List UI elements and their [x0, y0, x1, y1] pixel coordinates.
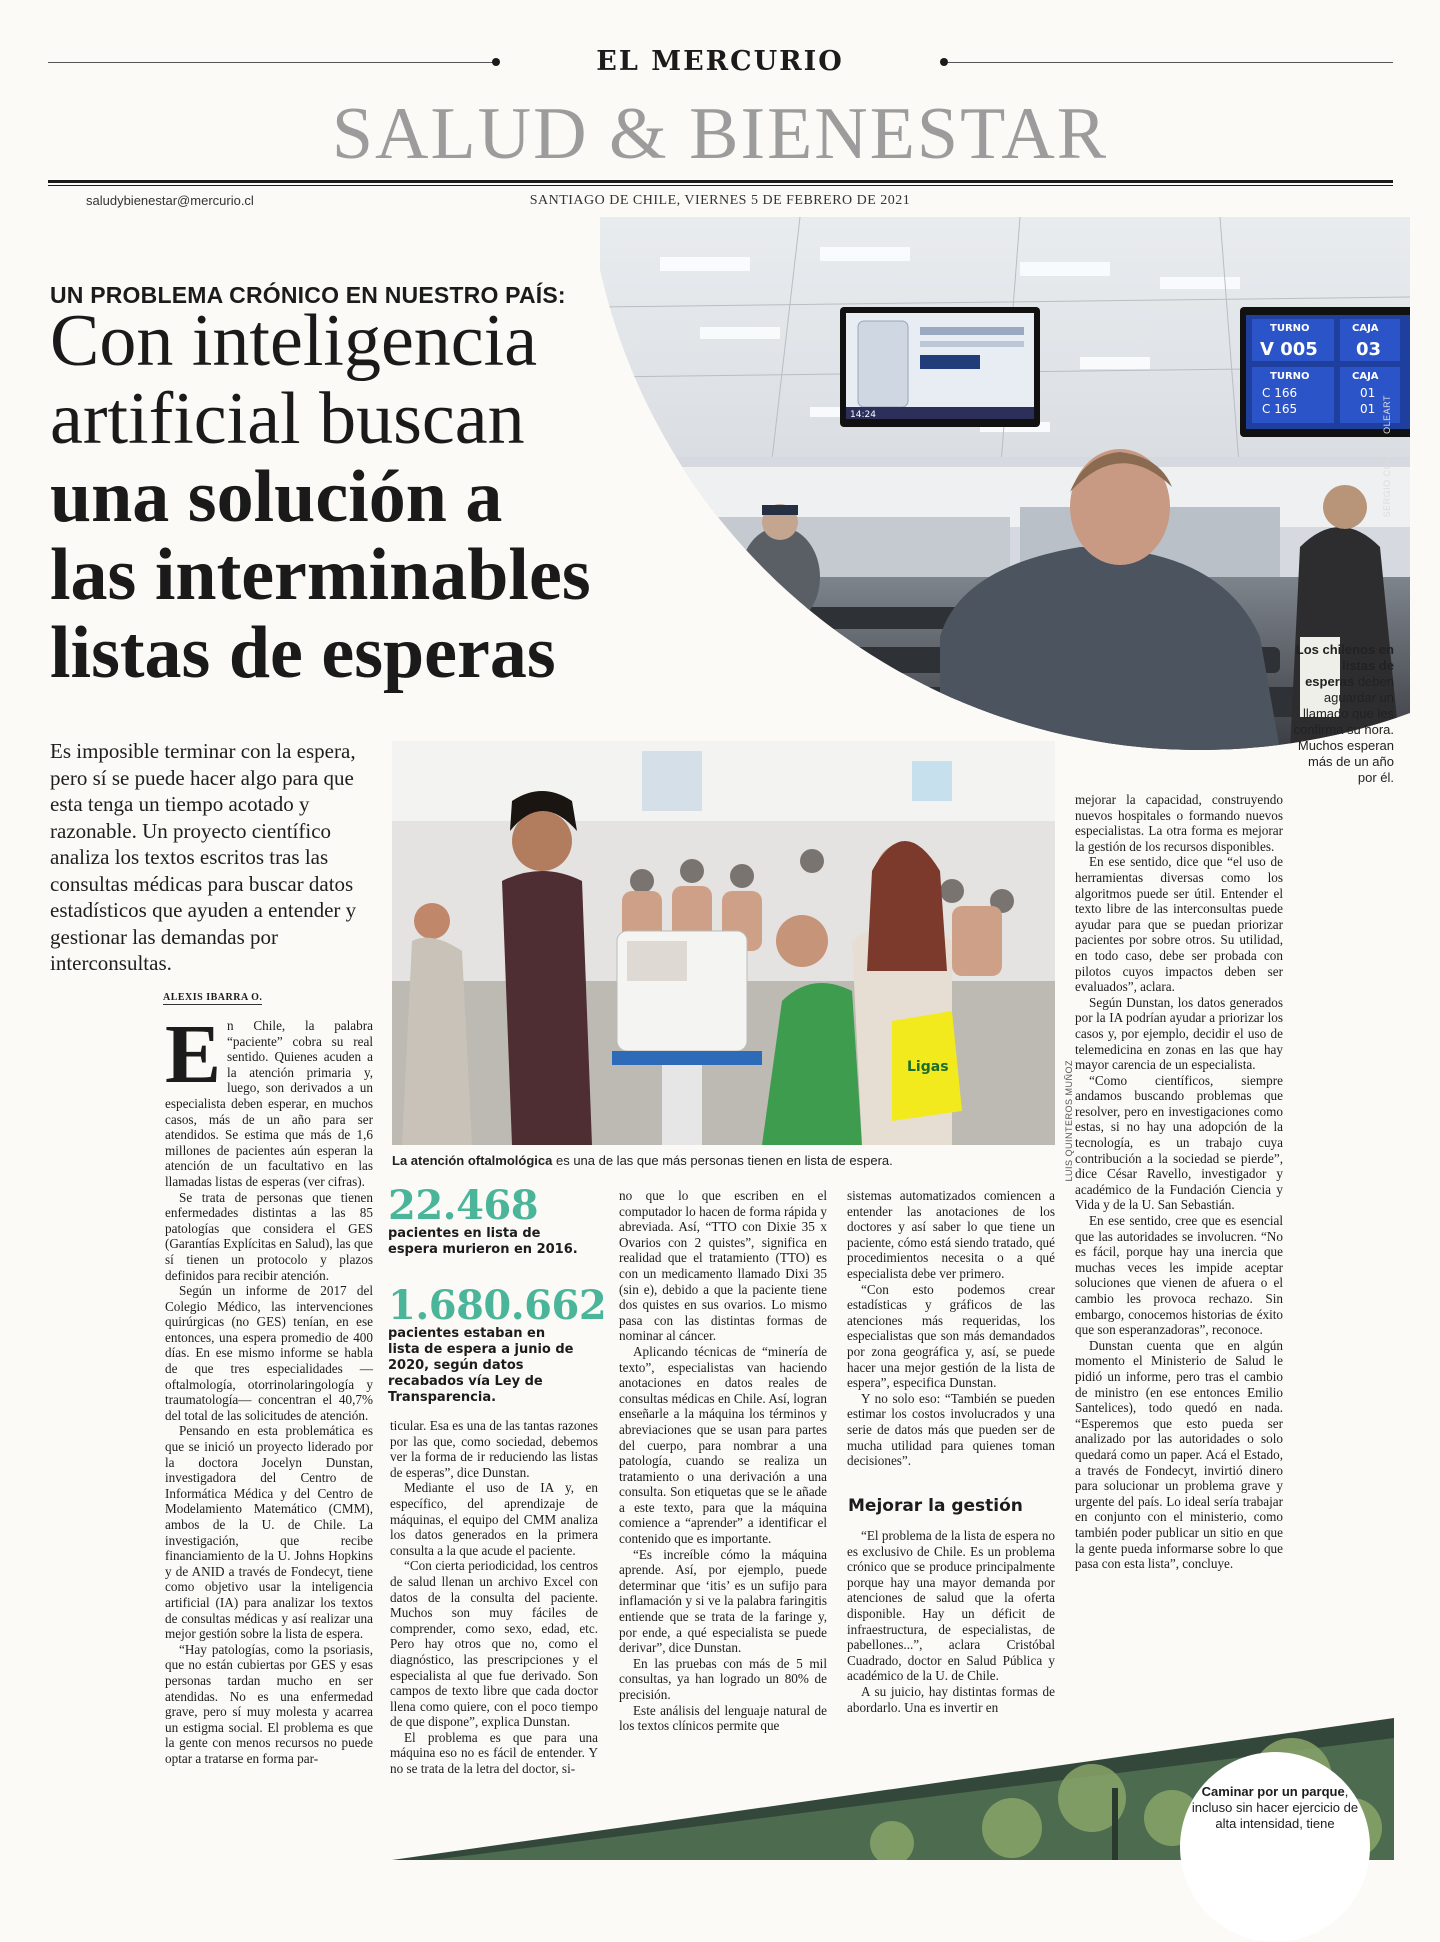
col5-paragraph: Según Dunstan, los datos generados por la IA podrían ayudar a priorizar los casos y, por ejemplo, decidir el uso de telemedicina en zonas en las que hay mayor carencia de un especialista.: [1075, 994, 1283, 1073]
screen-caja-label: CAJA: [1352, 323, 1379, 334]
col1-paragraph: “Hay patologías, como la psoriasis, que no están cubiertas por GES y esas personas tardan mucho en ser atendidas. No es una enfermedad grave, pero sí muy molesta y acarrea un estigma social. El problema es que la gente con menos recursos no puede optar a tratarse en forma par-: [165, 1641, 373, 1766]
headline-line-3: una solución a: [50, 456, 503, 538]
col5-paragraph: mejorar la capacidad, construyendo nuevos hospitales o formando nuevos especialistas. La otra forma es mejorar la gestión de los recursos disponibles.: [1075, 792, 1283, 854]
section-email-link[interactable]: saludybienestar@mercurio.cl: [86, 193, 254, 208]
col4-paragraph: “Con esto podemos crear estadísticas y gráficos de las atenciones más requeridas, los especialistas que son más demandados por zona geográfica y, así, se puede hacer una mejor gestión de la lista de espera”, especifica Dunstan.: [847, 1281, 1055, 1391]
bag-text: Ligas: [907, 1059, 949, 1075]
col2-paragraph: Mediante el uso de IA y, en específico, del aprendizaje de máquinas, el equipo del CMM analiza los datos generados en la primera consulta a la que acude el paciente.: [390, 1480, 598, 1558]
screen-caja-value: 03: [1356, 339, 1382, 360]
section-title: SALUD & BIENESTAR: [331, 93, 1109, 175]
col2-paragraph: ticular. Esa es una de las tantas razones por las que, como sociedad, debemos ver la forma de ir reduciendo las listas de esperas”, dice Dunstan.: [390, 1418, 598, 1480]
col5-paragraph: “Como científicos, siempre andamos buscando problemas que resolver, pero en investigaciones como estas, si no hay una adopción de la tecnología, es un trabajo cuya contribución a la sociedad se pierde”, dice César Ravello, investigador y académico de la Fundación Ciencia y Vida y de la U. San Sebastián.: [1075, 1072, 1283, 1213]
screen-caja2-value-b: 01: [1360, 402, 1376, 416]
dateline: SANTIAGO DE CHILE, VIERNES 5 DE FEBRERO DE 2021: [529, 193, 911, 208]
screen-turno2-value-b: C 165: [1262, 402, 1298, 416]
screen-turno2-label: TURNO: [1270, 371, 1310, 382]
second-caption-bold: La atención oftalmológica: [392, 1153, 553, 1168]
headline-line-1: Con inteligencia: [50, 300, 538, 382]
teaser-bubble: [1180, 1752, 1370, 1942]
screen-turno-value: V 005: [1260, 339, 1318, 360]
col4-paragraph: Y no solo eso: “También se pueden estimar los costos involucrados y una serie de datos más que pueden ser de mucha utilidad para quienes toman decisiones”.: [847, 1390, 1055, 1469]
screen-time: 14:24: [850, 410, 876, 420]
dropcap: E: [165, 1008, 222, 1101]
col2-paragraph: “Con cierta periodicidad, los centros de salud llenan un archivo Excel con datos de la consulta del paciente. Muchos son muy fáciles de comprender, como sexo, edad, etc. Pero hay otros que no, como el diagnóstico, las prescripciones y el especialista al que fue derivado. Son campos de texto libre que cada doctor llena como quiere, con el poco tiempo de que dispone”, explica Dunstan.: [390, 1558, 598, 1730]
author-byline[interactable]: ALEXIS IBARRA O.: [163, 992, 263, 1003]
col4-paragraph: sistemas automatizados comiencen a entender las anotaciones de los doctores y así saber lo que tiene un paciente, cómo está siendo tratado, qué procedimientos necesita o a qué especialista debe ver primero.: [847, 1188, 1055, 1281]
column-1: [165, 1008, 374, 1767]
teaser-bold: Caminar por un parque: [1201, 1784, 1345, 1799]
column-3: [619, 1188, 827, 1734]
col5-paragraph: En ese sentido, dice que “el uso de herramientas diversas como los algoritmos puede ser útil. Entender el texto libre de las interconsultas puede ayudar para que se puedan priorizar pacientes por sobre otros. Su utilidad, en todo caso, debe ser probada con pilotos cuyos impactos deben ser evaluados”, aclara.: [1075, 854, 1283, 995]
col4-paragraph: A su juicio, hay distintas formas de abordarlo. Una es invertir en: [847, 1683, 1055, 1715]
teaser-rest: , incluso sin hacer ejercicio de alta intensidad, tiene: [1191, 1784, 1359, 1831]
column-4a: [847, 1188, 1055, 1469]
brand-logo[interactable]: EL MERCURIO: [596, 46, 844, 77]
col1-paragraph: n Chile, la palabra “paciente” cobra su real sentido. Quienes acuden a la atención primaria y, luego, son derivados a un especialista deben esperar, en muchos casos, más de un año para ser atendidos. Se estima que más de 1,6 millones de pacientes aún esperan la atención de un facultativo en las llamadas listas de esperas (ver cifras).: [165, 1018, 373, 1189]
col1-paragraph: Se trata de personas que tienen enfermedades distintas a las 85 patologías que considera el GES (Garantías Explícitas en Salud), las que sí tienen un protocolo y plazos definidos para recibir atención.: [165, 1189, 374, 1283]
col5-paragraph: En ese sentido, cree que es esencial que las autoridades se involucren. “No es fácil, porque hay una inercia que muchas veces les impide aceptar soluciones que vienen de afuera o el cambio les provoca rechazo. Sin embargo, conocemos historias de éxito que son esperanzadoras”, reconoce.: [1075, 1213, 1283, 1338]
ophthalmology-photo: [392, 741, 1055, 1145]
column-4b: [847, 1528, 1055, 1715]
article-kicker: UN PROBLEMA CRÓNICO EN NUESTRO PAÍS:: [50, 282, 566, 308]
col3-paragraph: En las pruebas con más de 5 mil consultas, ya han logrado un 80% de precisión.: [619, 1655, 827, 1702]
top-caption-rest: deben aguardar un llamado que les confirma su hora. Muchos esperan más de un año por él.: [1293, 674, 1394, 785]
col3-paragraph: no que lo que escriben en el computador lo hacen de forma rápida y abreviada. Así, “TTO con Dixie 35 x Ovarios con 2 quistes”, significa en realidad que el tratamiento (TTO) es con un medicamento llamado Dixi 35 (sin e), debido a que la paciente tiene dos quistes en sus ovarios. Lo mismo pasa con las distintas formas de nominar al cáncer.: [619, 1188, 827, 1344]
top-caption-bold: Los chilenos en listas de esperas: [1295, 642, 1394, 689]
second-photo-caption: [392, 1153, 1062, 1168]
screen-caja2-value-a: 01: [1360, 386, 1376, 400]
second-photo-credit: LUIS QUINTEROS MUÑOZ: [1064, 1060, 1074, 1182]
stat-number-1: 22.468: [388, 1182, 539, 1229]
screen-turno-label: TURNO: [1270, 323, 1310, 334]
col1-paragraph: Según un informe de 2017 del Colegio Médico, las intervenciones quirúrgicas (no GES) tenían, en ese entonces, una espera promedio de 400 días. En ese mismo informe se habla de que tres especialidades —oftalmología, otorrinolaringología y traumatología— concentran el 40,7% del total de las solicitudes de atención.: [165, 1283, 373, 1423]
col3-paragraph: “Es increíble cómo la máquina aprende. Así, por ejemplo, puede determinar que ‘itis’ es un sufijo para inflamación y si ve la palabra faringitis entiende que se trata de la faringe y, por ende, a qué especialista se puede derivar”, dice Dunstan.: [619, 1546, 827, 1656]
col5-paragraph: Dunstan cuenta que en algún momento el Ministerio de Salud le pidió un informe, pero tras el cambio de ministro (en ese entonces Emilio Santelices), todo quedó en nada. “Esperemos que esto pueda ser analizado por las autoridades o solo quedará como un paper. Acá el Estado, a través de Fondecyt, invirtió dinero para solucionar un problema grave y urgente del país. Lo ideal sería trabajar en conjunto con el ministerio, como también poder publicar un sitio en que la gente pueda informarse sobre lo que pasa con esta lista”, concluye.: [1075, 1337, 1283, 1572]
screen-caja2-label: CAJA: [1352, 371, 1379, 382]
teaser-text[interactable]: [1180, 1784, 1370, 1832]
col3-paragraph: Este análisis del lenguaje natural de los textos clínicos permite que: [619, 1702, 827, 1734]
waiting-room-photo: [585, 0, 1440, 750]
column-5: [1075, 792, 1283, 1572]
stat-text-1: pacientes en lista de espera murieron en 2016.: [388, 1226, 578, 1257]
article-lede: Es imposible terminar con la espera, pero sí se puede hacer algo para que esta tenga un tiempo acotado y razonable. Un proyecto científico analiza los textos escritos tras las consultas médicas para buscar datos estadísticos que ayuden a entender y gestionar las demandas por interconsultas.: [50, 739, 357, 975]
top-photo-caption: [1290, 642, 1394, 786]
stat-number-2: 1.680.662: [388, 1282, 607, 1329]
screen-turno2-value-a: C 166: [1262, 386, 1298, 400]
col2-paragraph: El problema es que para una máquina eso no es fácil de entender. Y no se trata de la letra del doctor, si-: [390, 1729, 598, 1777]
article-headline[interactable]: [50, 302, 650, 692]
col1-paragraph: Pensando en esta problemática es que se inició un proyecto liderado por la doctora Jocelyn Dunstan, investigadora del Centro de Informática Médica y del Centro de Modelamiento Matemático (CMM), ambos de la U. de Chile. La investigación, que recibe financiamiento de la U. Johns Hopkins y de ANID a través de Fondecyt, tiene como objetivo usar la inteligencia artificial (IA) para analizar los textos de consultas médicas y así realizar una mejor gestión sobre la lista de espera.: [165, 1423, 373, 1642]
stat-text-2: pacientes estaban en lista de espera a junio de 2020, según datos recabados vía Ley de Transparencia.: [388, 1326, 574, 1405]
col3-paragraph: Aplicando técnicas de “minería de texto”, especialistas van haciendo anotaciones en datos reales de consultas médicas en Chile. Así, logran enseñarle a la máquina los términos y abreviaciones que se usan para partes del cuerpo, para nombrar a una patología, cuando se realiza un tratamiento o una derivación a una consulta. Son etiquetas que se le añade a este texto, para que la máquina comience a “aprender” a identificar el contenido que es importante.: [619, 1343, 827, 1547]
headline-line-4: las interminables: [50, 534, 591, 616]
second-caption-rest: es una de las que más personas tienen en lista de espera.: [552, 1153, 893, 1168]
headline-line-5: listas de esperas: [50, 612, 556, 694]
headline-line-2: artificial buscan: [50, 378, 525, 460]
top-photo-credit: SERGIO COLLAO OLEART: [1382, 395, 1392, 518]
subhead-mejorar: Mejorar la gestión: [848, 1496, 1023, 1516]
col4-paragraph: “El problema de la lista de espera no es exclusivo de Chile. Es un problema crónico que se produce principalmente porque hay una mayor demanda por atenciones de salud que la oferta disponible. Hay un déficit de infraestructura, de especialistas, de pabellones...”, aclara Cristóbal Cuadrado, doctor en Salud Pública y académico de la U. de Chile.: [847, 1528, 1055, 1684]
